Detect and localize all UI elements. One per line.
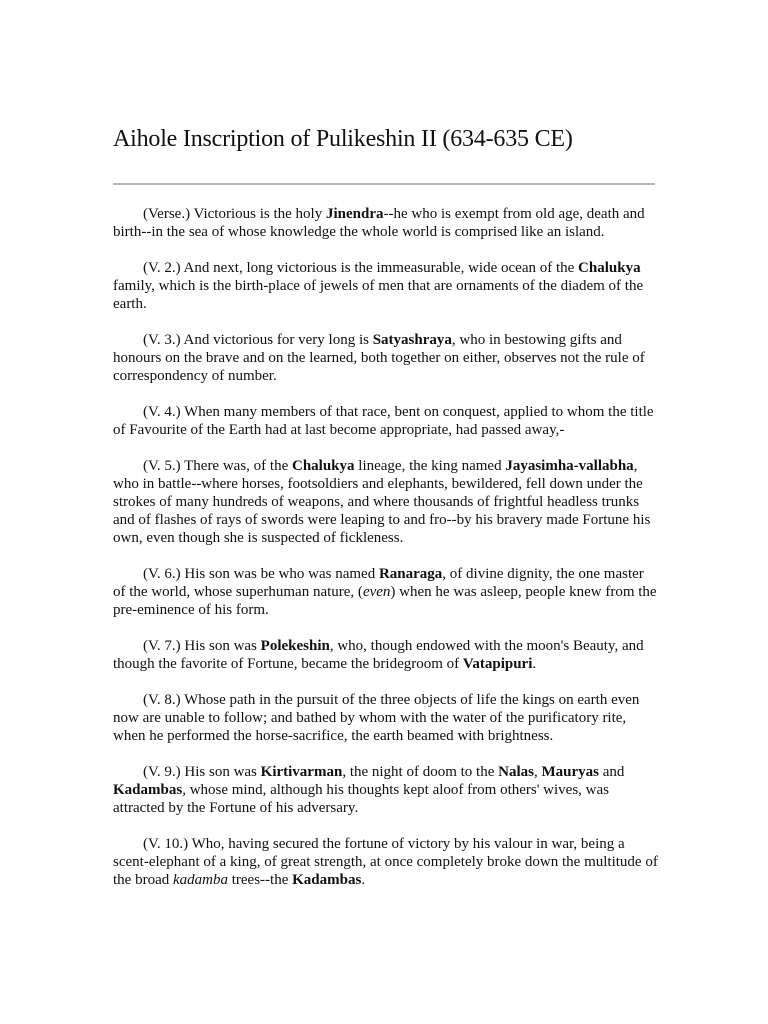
- verse-paragraph: [113, 205, 659, 241]
- text-run: , the night of doom to the: [342, 764, 499, 780]
- text-run: , who in battle--where horses, footsoldiers and elephants, bewildered, fell down under the strokes of many hundreds of weapons, and where thousands of frightful headless trunks and of flashes of rays of swords were leaping to and fro--by his bravery made Fortune his own, even though she is suspected of fickleness.: [113, 458, 651, 546]
- bold-term: Kirtivarman: [260, 764, 343, 780]
- text-run: ,: [533, 764, 542, 780]
- bold-term: Kadambas: [292, 872, 362, 888]
- text-run: .: [361, 872, 366, 888]
- bold-term: Polekeshin: [260, 638, 330, 654]
- verse-paragraph: [113, 637, 659, 673]
- text-run: (V. 7.) His son was: [143, 638, 261, 654]
- bold-term: Kadambas: [113, 782, 183, 798]
- text-run: , whose mind, although his thoughts kept aloof from others' wives, was attracted by the Fortune of his adversary.: [113, 782, 610, 816]
- text-run: , who, though endowed with the moon's Beauty, and though the favorite of Fortune, became the bridegroom of: [113, 638, 644, 672]
- verse-paragraph: [113, 565, 659, 619]
- text-run: (Verse.) Victorious is the holy: [143, 206, 326, 222]
- bold-term: Jayasimha-vallabha: [505, 458, 634, 474]
- italic-term: even: [362, 584, 391, 600]
- bold-term: Satyashraya: [372, 332, 452, 348]
- text-run: (V. 3.) And victorious for very long is: [143, 332, 373, 348]
- title-divider: [113, 183, 655, 185]
- bold-term: Jinendra: [325, 206, 384, 222]
- verse-paragraph: [113, 331, 659, 385]
- text-run: (V. 5.) There was, of the: [143, 458, 292, 474]
- text-run: (V. 10.) Who, having secured the fortune of victory by his valour in war, being a scent-elephant of a king, of great strength, at once completely broke down the multitude of the broad: [113, 836, 658, 888]
- text-run: ) when he was asleep, people knew from the pre-eminence of his form.: [113, 584, 657, 618]
- bold-term: Vatapipuri: [462, 656, 533, 672]
- text-run: --he who is exempt from old age, death and birth--in the sea of whose knowledge the whole world is comprised like an island.: [113, 206, 645, 240]
- text-run: (V. 9.) His son was: [143, 764, 261, 780]
- document-body: [113, 205, 659, 907]
- text-run: .: [532, 656, 537, 672]
- verse-paragraph: [113, 835, 659, 889]
- text-run: (V. 4.) When many members of that race, bent on conquest, applied to whom the title of Favourite of the Earth had at last become appropriate, had passed away,-: [113, 404, 654, 438]
- text-run: and: [598, 764, 625, 780]
- bold-term: Chalukya: [578, 260, 641, 276]
- verse-paragraph: [113, 691, 659, 745]
- text-run: (V. 2.) And next, long victorious is the immeasurable, wide ocean of the: [143, 260, 579, 276]
- text-run: family, which is the birth-place of jewels of men that are ornaments of the diadem of the earth.: [113, 278, 644, 312]
- text-run: , who in bestowing gifts and honours on the brave and on the learned, both together on either, observes not the rule of correspondency of number.: [113, 332, 645, 384]
- bold-term: Nalas: [498, 764, 534, 780]
- text-run: lineage, the king named: [354, 458, 506, 474]
- text-run: (V. 6.) His son was be who was named: [143, 566, 379, 582]
- text-run: (V. 8.) Whose path in the pursuit of the three objects of life the kings on earth even now are unable to follow; and bathed by whom with the water of the purificatory rite, when he performed the horse-sacrifice, the earth beamed with brightness.: [113, 692, 640, 744]
- verse-paragraph: [113, 403, 659, 439]
- page-title: Aihole Inscription of Pulikeshin II (634-635 CE): [113, 126, 573, 152]
- bold-term: Ranaraga: [378, 566, 443, 582]
- text-run: , of divine dignity, the one master of the world, whose superhuman nature, (: [113, 566, 644, 600]
- italic-term: kadamba: [172, 872, 228, 888]
- verse-paragraph: [113, 763, 659, 817]
- verse-paragraph: [113, 259, 659, 313]
- text-run: trees--the: [227, 872, 293, 888]
- bold-term: Mauryas: [541, 764, 599, 780]
- bold-term: Chalukya: [292, 458, 355, 474]
- verse-paragraph: [113, 457, 659, 547]
